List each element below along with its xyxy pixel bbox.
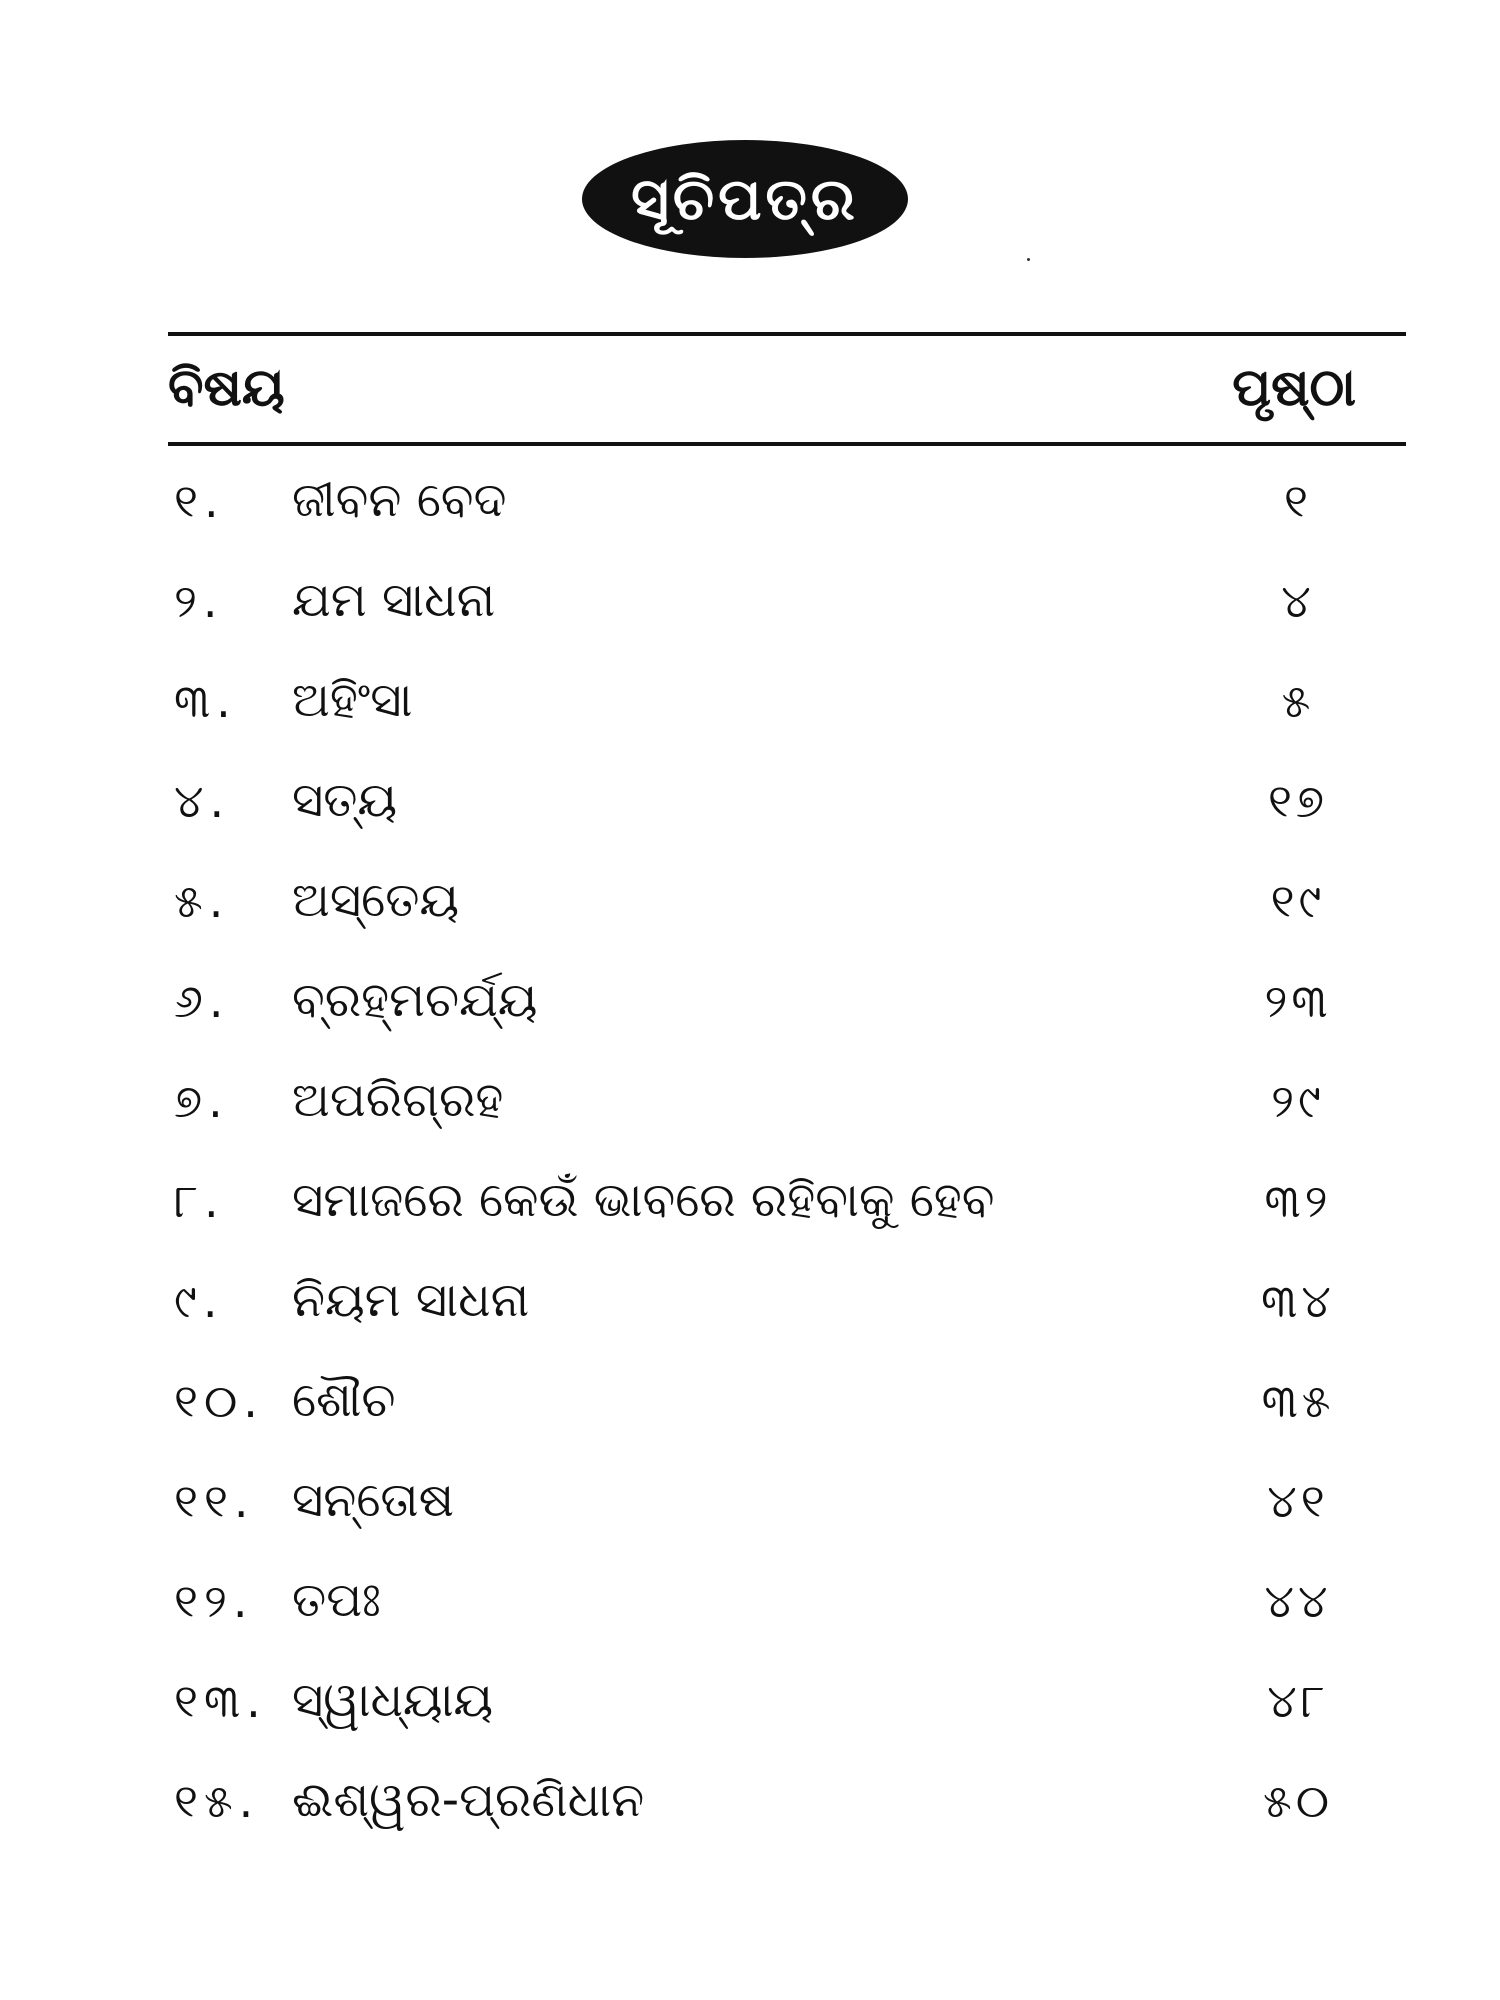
entry-number: ୬. [174, 974, 230, 1028]
toc-entry[interactable] [168, 1662, 1378, 1762]
entry-number: ୧. [174, 474, 225, 528]
entry-page: ୧ [1284, 474, 1312, 528]
entry-page: ୧୭ [1267, 774, 1329, 828]
entry-number: ୩. [174, 674, 237, 728]
header-bottom-rule [168, 442, 1406, 446]
entry-number: ୪. [174, 774, 231, 828]
entry-number: ୯. [174, 1274, 224, 1328]
entry-number: ୧୧. [174, 1474, 255, 1528]
entry-title: ଅସ୍ତେୟ [292, 872, 460, 928]
toc-list [168, 462, 1378, 1862]
entry-number: ୭. [174, 1074, 229, 1128]
entry-title: ନିୟମ ସାଧନା [292, 1272, 530, 1328]
entry-number: ୨. [174, 574, 224, 628]
entry-page: ୨୩ [1264, 974, 1332, 1028]
header-top-rule [168, 332, 1406, 336]
entry-page: ୩୫ [1261, 1374, 1335, 1428]
print-speck [1027, 258, 1030, 261]
title-badge [582, 140, 908, 258]
toc-entry[interactable] [168, 1062, 1378, 1162]
entry-page: ୩୪ [1261, 1274, 1335, 1328]
entry-title: ଶୌଚ [292, 1372, 396, 1428]
entry-number: ୧୩. [174, 1674, 267, 1728]
entry-title: ସତ୍ୟ [292, 772, 398, 828]
toc-entry[interactable] [168, 1562, 1378, 1662]
entry-title: ଅପରିଗ୍ରହ [292, 1072, 504, 1128]
toc-entry[interactable] [168, 462, 1378, 562]
entry-page: ୪ [1281, 574, 1315, 628]
toc-entry[interactable] [168, 862, 1378, 962]
toc-entry[interactable] [168, 1362, 1378, 1462]
entry-title: ସ୍ୱାଧ୍ୟାୟ [292, 1672, 494, 1728]
page-title: ସୂଚିପତ୍ର [631, 165, 859, 233]
entry-page: ୫ [1281, 674, 1315, 728]
toc-entry[interactable] [168, 662, 1378, 762]
toc-entry[interactable] [168, 962, 1378, 1062]
toc-entry[interactable] [168, 1162, 1378, 1262]
entry-number: ୧୫. [174, 1774, 260, 1828]
entry-page: ୪୪ [1264, 1574, 1332, 1628]
entry-number: ୧୦. [174, 1374, 264, 1428]
toc-header [168, 348, 1356, 438]
entry-title: ସମାଜରେ କେଉଁ ଭାବରେ ରହିବାକୁ ହେବ [292, 1172, 995, 1228]
toc-entry[interactable] [168, 562, 1378, 662]
entry-number: ୫. [174, 874, 230, 928]
entry-title: ଯମ ସାଧନା [292, 572, 496, 628]
entry-page: ୪୮ [1267, 1674, 1329, 1728]
entry-title: ବ୍ରହ୍ମଚର୍ଯ୍ୟ [292, 972, 538, 1028]
entry-title: ତପଃ [292, 1572, 381, 1628]
entry-number: ୮. [174, 1174, 225, 1228]
entry-title: ସନ୍ତୋଷ [292, 1472, 455, 1528]
subject-column-heading: ବିଷୟ [168, 358, 285, 418]
toc-entry[interactable] [168, 1462, 1378, 1562]
entry-page: ୫୦ [1262, 1774, 1333, 1828]
entry-page: ୧୯ [1270, 874, 1326, 928]
toc-entry[interactable] [168, 1762, 1378, 1862]
entry-title: ଜୀବନ ବେଦ [292, 472, 507, 528]
page-column-heading: ପୃଷ୍ଠା [1232, 358, 1356, 418]
entry-page: ୩୨ [1264, 1174, 1332, 1228]
toc-entry[interactable] [168, 1262, 1378, 1362]
entry-title: ଈଶ୍ୱର-ପ୍ରଣିଧାନ [292, 1772, 645, 1828]
entry-page: ୪୧ [1267, 1474, 1329, 1528]
entry-number: ୧୨. [174, 1574, 254, 1628]
entry-page: ୨୯ [1271, 1074, 1325, 1128]
entry-title: ଅହିଂସା [292, 672, 413, 728]
toc-entry[interactable] [168, 762, 1378, 862]
